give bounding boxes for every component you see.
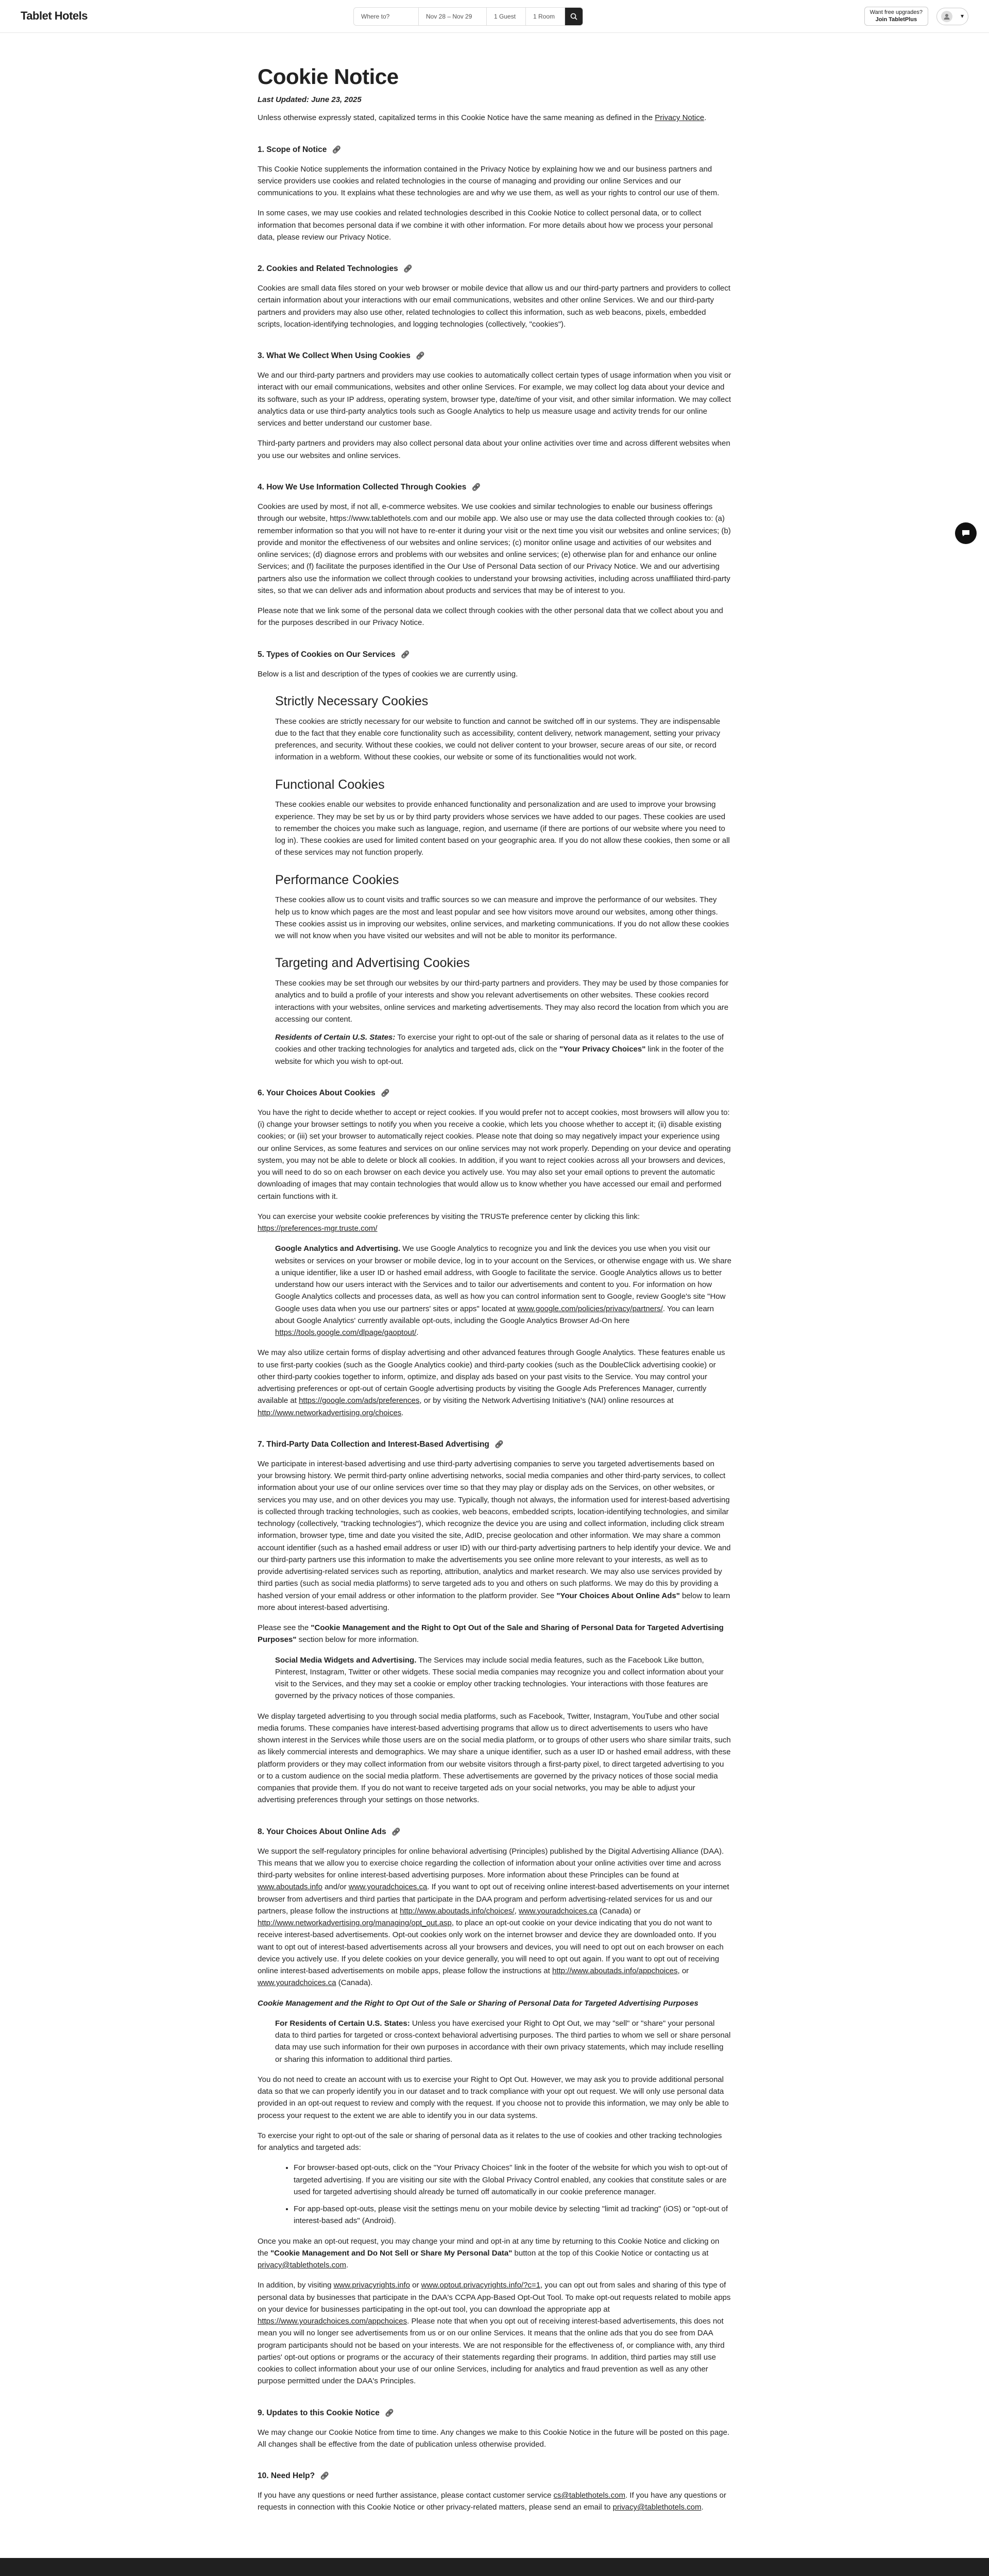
- appchoices-link[interactable]: http://www.aboutads.info/appchoices: [552, 1967, 678, 1976]
- section-your-choices-cookies: [258, 1087, 731, 1419]
- section-how-we-use: [258, 481, 731, 629]
- paragraph: We participate in interest-based advertising and use third-party advertising companies to serve you targeted advertisements based on your browsing history. We permit third-party online advertising networks, social media companies and other third-party services, to collect information about your use of our online services over time so that they may play or display ads on the Services, on other websites, or services you may use, and on other devices you may use. Typically, though not always, the information used for interest-based advertising is collected through tracking technologies, such as cookies, web beacons, embedded scripts, location-identifying technologies, and similar technology (collectively, "tracking technologies"), which recognize the device you are using and collect information, including click stream information, browser type, time and date you visited the site, AdID, precise geolocation and other information. We may share a common account identifier (such as a hashed email address or user ID) with our third-party advertising partners to help identify your device. We and our third-party partners use this information to make the advertisements you see online more relevant to your interests, as well as to provide advertising-related services such as reporting, attribution, analytics and market research. We may also use services provided by third parties (such as social media platforms) to serve targeted ads to you and others on such platforms. We may do this by providing a hashed version of your email address or other information to the platform provider. See "Your Choices About Online Ads" below to learn more about interest-based advertising.: [258, 1459, 731, 1612]
- user-avatar-icon: [941, 11, 952, 22]
- link-icon[interactable]: 🔗︎: [403, 264, 413, 273]
- section-choices-online-ads: [258, 1826, 731, 2387]
- section-need-help: [258, 2470, 731, 2514]
- member-promo-line: Want free upgrades?: [869, 9, 923, 15]
- paragraph: Cookies are small data files stored on your web browser or mobile device that allow us and our third-party partners and providers to collect certain information about your interactions with our email communications, websites and other online Services. We and our third-party partners and providers may also use other, related technologies to collect this information, such as web beacons, pixels, embedded scripts, location-identifying technologies, and logging technologies (collectively, "cookies").: [258, 284, 730, 329]
- section-heading: 4. How We Use Information Collected Through Cookies 🔗︎: [258, 481, 731, 494]
- join-tabletplus-button[interactable]: [864, 7, 928, 26]
- link-icon[interactable]: 🔗︎: [471, 483, 481, 492]
- link-icon[interactable]: 🔗︎: [332, 145, 342, 154]
- nai-optout-link[interactable]: http://www.networkadvertising.org/managing/opt_out.asp: [258, 1919, 452, 1928]
- privacy-email-link-2[interactable]: privacy@tablethotels.com: [612, 2503, 702, 2512]
- privacy-email-link[interactable]: privacy@tablethotels.com: [258, 2261, 346, 2270]
- link-icon[interactable]: 🔗︎: [391, 1827, 401, 1836]
- section-heading: 2. Cookies and Related Technologies 🔗︎: [258, 263, 731, 275]
- link-icon[interactable]: 🔗︎: [320, 2471, 329, 2480]
- nai-choices-link[interactable]: http://www.networkadvertising.org/choices: [258, 1408, 402, 1417]
- section-cookies-related-tech: [258, 263, 731, 330]
- paragraph: We support the self-regulatory principles for online behavioral advertising (Principles) published by the Digital Advertising Alliance (DAA). This means that we allow you to exercise choice regarding the collection of information about your online activities over time and across third-party websites for online interest-based advertising purposes. More information about these Principles can be found at www.aboutads.info and/or www.youradchoices.ca. If you want to opt out of receiving online interest-based advertisements on your internet browser from advertisers and third parties that participate in the DAA program and perform advertising-related services for us and our partners, please follow the instructions at http://www.aboutads.info/choices/, www.youradchoices.ca (Canada) or http://www.networkadvertising.org/managing/opt_out.asp, to place an opt-out cookie on your device indicating that you do not want to receive interest-based advertisements. Opt-out cookies only work on the internet browser and device they are downloaded onto. If you want to opt out of interest-based advertisements across all your browsers and devices, you will need to opt out on each browser on each device you actively use. If you delete cookies on your device generally, you will need to opt out again. If you want to opt out of receiving online interest-based advertisements on mobile apps, please follow the instructions at http://www.aboutads.info/appchoices, or www.youradchoices.ca (Canada).: [258, 1846, 729, 1988]
- site-footer: [0, 2558, 989, 2576]
- privacy-notice-link[interactable]: Privacy Notice: [655, 113, 705, 123]
- chat-icon: [961, 529, 970, 538]
- paragraph: You do not need to create an account with us to exercise your Right to Opt Out. However, we may ask you to provide additional personal data so that we can properly identify you in our dataset and to track compliance with your opt out request. We will only use personal data provided in an opt-out request to review and comply with the request. If you choose not to provide this information, we may only be able to process your request to the extent we are able to identify you in our data systems.: [258, 2075, 729, 2120]
- paragraph: We display targeted advertising to you through social media platforms, such as Facebook, Twitter, Instagram, YouTube and other social media forums. These companies have interest-based advertising programs that allow us to direct advertisements to users who have shown interest in the Services while those users are on the social media platform, or to groups of other users who share similar traits, such as likely commercial interests and demographics. We may share a unique identifier, such as a user ID or hashed email address, with these platform providers or they may collect information from our website visitors through a first-party pixel, to direct targeted advertising to you or to a custom audience on the social media platform. These advertisements are governed by the privacy notices of those social media companies that provide them. If you do not want to receive targeted ads on your social networks, you may be able to adjust your advertising preferences through your settings on those networks.: [258, 1711, 731, 1805]
- site-header: [0, 0, 989, 33]
- youradchoices-link[interactable]: www.youradchoices.ca: [348, 1883, 428, 1892]
- paragraph: Once you make an opt-out request, you may change your mind and opt-in at any time by returning to this Cookie Notice and clicking on the "Cookie Management and Do Not Sell or Share My Personal Data" button at the top of this Cookie Notice or contacting us at privacy@tablethotels.com.: [258, 2236, 720, 2270]
- paragraph: We may also utilize certain forms of display advertising and other advanced features through Google Analytics. These features enable us to use first-party cookies (such as the Google Analytics cookie) and third-party cookies (such as the DoubleClick advertising cookie) or other third-party cookies together to inform, optimize, and display ads based on your past visits to the Service. You may control your advertising preferences or opt-out of certain Google advertising products by visiting the Google Ads Preferences Manager, currently available at https://google.com/ads/preferences, or by visiting the Network Advertising Initiative's (NAI) online resources at http://www.networkadvertising.org/choices.: [258, 1348, 725, 1417]
- guest-selector[interactable]: 1 Guest: [487, 8, 526, 25]
- paragraph: Please note that we link some of the personal data we collect through cookies with the other personal data that we collect about you and for the purposes described in our Privacy Notice.: [258, 606, 723, 628]
- truste-preferences-link[interactable]: https://preferences-mgr.truste.com/: [258, 1224, 378, 1233]
- header-actions: [864, 7, 968, 26]
- section-heading: 3. What We Collect When Using Cookies 🔗︎: [258, 350, 731, 362]
- paragraph: In addition, by visiting www.privacyrights.info or www.optout.privacyrights.info/?c=1, you can opt out from sales and sharing of this type of personal data by businesses that participate in the DAA's CCPA App-Based Opt-Out Tool. To make opt-out requests related to mobile apps on your device for businesses participating in the opt-out tool, you can download the appropriate app at https://www.youradchoices.com/appchoices. Please note that when you opt out of receiving interest-based advertisements, this does not mean you will no longer see advertisements from us or on our online Services. It means that the online ads that you do see from DAA program participants should not be based on your interests. We are not responsible for the effectiveness of, or compliance with, any third parties' opt-out options or programs or the accuracy of their statements regarding their programs. In addition, third parties may still use cookies to collect information about your use of our online Services, including for analytics and fraud prevention as well as any other purpose permitted under the DAA's Principles.: [258, 2281, 731, 2386]
- room-selector[interactable]: 1 Room: [526, 8, 565, 25]
- section-scope: [258, 144, 731, 244]
- subheading-performance: Performance Cookies: [275, 872, 399, 887]
- section-heading: 7. Third-Party Data Collection and Interest-Based Advertising 🔗︎: [258, 1438, 731, 1451]
- last-updated: Last Updated: June 23, 2025: [258, 95, 362, 105]
- search-button[interactable]: [565, 8, 583, 25]
- link-icon[interactable]: 🔗︎: [380, 1088, 390, 1097]
- intro-paragraph: Unless otherwise expressly stated, capitalized terms in this Cookie Notice have the same meaning as defined in the Privacy Notice.: [258, 113, 707, 123]
- section-heading: 5. Types of Cookies on Our Services 🔗︎: [258, 649, 731, 661]
- paragraph: You can exercise your website cookie preferences by visiting the TRUSTe preference center by clicking this link: https://preferences-mgr.truste.com/: [258, 1212, 640, 1233]
- paragraph: These cookies are strictly necessary for our website to function and cannot be switched off in our systems. They are indispensable due to the fact that they enable core functionality such as accessibility, content delivery, network management, setting your privacy preferences, and security. Without these cookies, we could not deliver content to your browser, secure areas of our site, or record information in a webform. Without these cookies, our website or some of its functionalities would not work.: [275, 717, 721, 762]
- paragraph: These cookies may be set through our websites by our third-party partners and providers. They may be used by those companies for analytics and to build a profile of your interests and show you relevant advertisements on other websites. These cookies record interactions with your websites, online services and marketing advertisements. They may also record the location from which you are accessing our content.: [275, 979, 729, 1024]
- paragraph: Below is a list and description of the types of cookies we are currently using.: [258, 669, 518, 679]
- paragraph: Please see the "Cookie Management and the Right to Opt Out of the Sale and Sharing of Personal Data for Targeted Advertising Purposes" section below for more information.: [258, 1623, 724, 1645]
- cookie-notice-content: [258, 33, 731, 2558]
- section-heading: 1. Scope of Notice 🔗︎: [258, 144, 731, 156]
- link-icon[interactable]: 🔗︎: [494, 1439, 504, 1448]
- section-types-of-cookies: [258, 649, 731, 1067]
- ga-optout-link[interactable]: https://tools.google.com/dlpage/gaoptout/: [275, 1328, 417, 1337]
- search-icon: [570, 13, 577, 20]
- list-item: • For browser-based opt-outs, click on the "Your Privacy Choices" link in the footer of the website for which you wish to opt-out of targeted advertising. If you are visiting our site with the Global Privacy Control enabled, any cookies that constitute sales or are used for targeted advertising should already be turned off automatically in our cookie preference manager.: [294, 2162, 731, 2198]
- subheading-targeting: Targeting and Advertising Cookies: [275, 956, 470, 971]
- subheading-functional: Functional Cookies: [275, 777, 385, 792]
- google-partners-link[interactable]: www.google.com/policies/privacy/partners/: [517, 1304, 663, 1313]
- opt-out-methods-list: [258, 2162, 731, 2227]
- paragraph: This Cookie Notice supplements the information contained in the Privacy Notice by explaining how we and our business partners and service providers use cookies and related technologies in the course of managing and providing our online Services and our communications to you. It explains what these technologies are and why we use them, as well as your rights to control our use of them.: [258, 164, 720, 198]
- chevron-down-icon: ▾: [960, 12, 964, 20]
- paragraph: We and our third-party partners and providers may use cookies to automatically collect certain types of usage information when you visit or interact with our email communications, websites and other online Services. For example, we may collect log data about your device and its software, such as your IP address, operating system, browser type, date/time of your visit, and other similar information. We may collect analytics data or use third-party analytics tools such as Google Analytics to help us measure usage and activity trends for our online services and better understand our customer base.: [258, 371, 731, 428]
- section-heading: 10. Need Help? 🔗︎: [258, 2470, 731, 2482]
- subheading-strictly-necessary: Strictly Necessary Cookies: [275, 693, 429, 708]
- paragraph: Residents of Certain U.S. States: To exercise your right to opt-out of the sale or sharing of personal data as it relates to the use of cookies and other tracking technologies for analytics and targeted ads, click on the "Your Privacy Choices" link in the footer of the website for which you wish to opt-out.: [275, 1033, 724, 1066]
- page-title: Cookie Notice: [258, 64, 399, 89]
- section-heading: 6. Your Choices About Cookies 🔗︎: [258, 1087, 731, 1099]
- paragraph: You have the right to decide whether to accept or reject cookies. If you would prefer not to accept cookies, most browsers will allow you to: (i) change your browser settings to notify you when you receive a cookie, which lets you choose whether to accept it; (ii) disable existing cookies; or (iii) set your browser to automatically reject cookies. Please note that doing so may negatively impact your experience using our online Services, as some features and services on our online services may not work properly. Depending on your device and operating system, you may not be able to delete or block all cookies. In addition, if you want to reject cookies across all your browsers and devices, you will need to do so on each browser on each device you actively use. You may also set your email options to prevent the automatic downloading of images that may contain technologies that would allow us to know whether you have accessed our email and performed certain functions with it.: [258, 1108, 731, 1201]
- section-updates: [258, 2407, 731, 2451]
- section-third-party-collection: [258, 1438, 731, 1806]
- customer-service-email-link[interactable]: cs@tablethotels.com: [553, 2491, 625, 2500]
- date-range-picker[interactable]: Nov 28 – Nov 29: [419, 8, 487, 25]
- section-heading: 8. Your Choices About Online Ads 🔗︎: [258, 1826, 731, 1838]
- paragraph: For Residents of Certain U.S. States: Unless you have exercised your Right to Opt Out, we may "sell" or "share" your personal data to third parties for targeted or cross-context behavioral advertising purposes. The third parties to whom we sell or share personal data may use such information for their own purposes in accordance with their own privacy statements, which may include reselling or sharing this information to additional third parties.: [275, 2019, 731, 2064]
- privacyrights-link[interactable]: www.privacyrights.info: [333, 2281, 410, 2290]
- youradchoices-appchoices-link[interactable]: https://www.youradchoices.com/appchoices: [258, 2317, 407, 2326]
- paragraph: Social Media Widgets and Advertising. The Services may include social media features, such as the Facebook Like button, Pinterest, Instagram, Twitter or other widgets. These social media companies may recognize you and collect information about your visit to the Services, and they may set a cookie or employ other tracking technologies. Your interactions with those features are governed by the privacy notices of those companies.: [275, 1655, 724, 1701]
- paragraph: These cookies enable our websites to provide enhanced functionality and personalization and are used to improve your browsing experience. They may be set by us or by third party providers whose services we have added to our pages. These cookies are used to remember the choices you make such as language, region, and username (if there are portions of our website where you need to log in). These cookies are used for limited content based on your geographic area. If you do not allow these cookies, then some or all of these services may not function properly.: [275, 800, 730, 857]
- paragraph: To exercise your right to opt-out of the sale or sharing of personal data as it relates to the use of cookies and other tracking technologies for analytics and targeted ads:: [258, 2131, 722, 2153]
- search-bar: [353, 7, 583, 26]
- paragraph: We may change our Cookie Notice from time to time. Any changes we make to this Cookie Notice in the future will be posted on this page. All changes shall be effective from the date of publication unless otherwise provided.: [258, 2428, 730, 2449]
- section-what-we-collect: [258, 350, 731, 462]
- aboutads-link[interactable]: www.aboutads.info: [258, 1883, 322, 1892]
- youradchoices-ca-link-2[interactable]: www.youradchoices.ca: [258, 1978, 336, 1988]
- paragraph: Google Analytics and Advertising. We use Google Analytics to recognize you and link the devices you use when you visit our websites or services on your browser or mobile device, log in to your account on the Services, or otherwise engage with us. We share a unique identifier, like a user ID or hashed email address, with Google to facilitate the service. Google Analytics allows us to better understand how our users interact with the Services and to tailor our advertisements and content to you. For information on how Google Analytics collects and processes data, as well as how you can control information sent to Google, review Google's site "How Google uses data when you use our partners' sites or apps" located at www.google.com/policies/privacy/partners/. You can learn about Google Analytics' currently available opt-outs, including the Google Analytics Browser Ad-On here https://tools.google.com/dlpage/gaoptout/.: [275, 1244, 731, 1337]
- paragraph: If you have any questions or need further assistance, please contact customer service cs@tablethotels.com. If you have any questions or requests in connection with this Cookie Notice or other privacy-related matters, please send an email to privacy@tablethotels.com.: [258, 2491, 726, 2512]
- optout-privacyrights-link[interactable]: www.optout.privacyrights.info/?c=1: [421, 2281, 541, 2290]
- paragraph: In some cases, we may use cookies and related technologies described in this Cookie Notice to collect personal data, or to collect information that becomes personal data if we combine it with other information. For more details about how we process your personal data, please review our Privacy Notice.: [258, 209, 713, 242]
- cookie-types-list: [258, 691, 731, 1067]
- user-menu-button[interactable]: [936, 8, 968, 25]
- site-logo[interactable]: Tablet Hotels: [21, 9, 88, 23]
- destination-input[interactable]: Where to?: [354, 8, 419, 25]
- cookie-management-heading: Cookie Management and the Right to Opt Out of the Sale or Sharing of Personal Data for Targeted Advertising Purposes: [258, 1998, 698, 2008]
- link-icon[interactable]: 🔗︎: [384, 2408, 394, 2417]
- aboutads-choices-link[interactable]: http://www.aboutads.info/choices/: [399, 1906, 515, 1916]
- paragraph: These cookies allow us to count visits and traffic sources so we can measure and improve the performance of our websites. They help us to know which pages are the most and least popular and see how visitors move around our websites, among other things. These cookies assist us in improving our websites, online services, and marketing communications. If you do not allow these cookies we will not know when you have visited our websites and will not be able to monitor its performance.: [275, 895, 729, 941]
- youradchoices-ca-link[interactable]: www.youradchoices.ca: [518, 1906, 598, 1916]
- section-heading: 9. Updates to this Cookie Notice 🔗︎: [258, 2407, 731, 2419]
- google-ads-preferences-link[interactable]: https://google.com/ads/preferences: [299, 1396, 420, 1405]
- list-item: • For app-based opt-outs, please visit the settings menu on your mobile device by selecting "limit ad tracking" (iOS) or "opt-out of interest-based ads" (Android).: [294, 2203, 731, 2227]
- link-icon[interactable]: 🔗︎: [415, 351, 425, 360]
- paragraph: Third-party partners and providers may also collect personal data about your online activities over time and across different websites when you use our websites and online services.: [258, 439, 730, 460]
- member-promo-cta: Join TabletPlus: [875, 16, 917, 23]
- paragraph: Cookies are used by most, if not all, e-commerce websites. We use cookies and similar technologies to enable our business offerings through our website, https://www.tablethotels.com and our mobile app. We also use or may use the data collected through cookies to: (a) remember information so that you will not have to re-enter it during your visit or the next time you visit our websites and online services; (b) provide and monitor the effectiveness of our websites and online services; (c) monitor online usage and activities of our websites and online services; (d) diagnose errors and problems with our websites and online services; (e) otherwise plan for and enhance our online Services; and (f) facilitate the purposes identified in the Our Use of Personal Data section of our Privacy Notice. We and our advertising partners also use the information we collect through cookies to understand your browsing activities, including across unaffiliated third-party sites, so that we can deliver ads and information about products and services that may be of interest to you.: [258, 502, 731, 595]
- chat-support-button[interactable]: [955, 522, 977, 544]
- link-icon[interactable]: 🔗︎: [400, 650, 410, 658]
